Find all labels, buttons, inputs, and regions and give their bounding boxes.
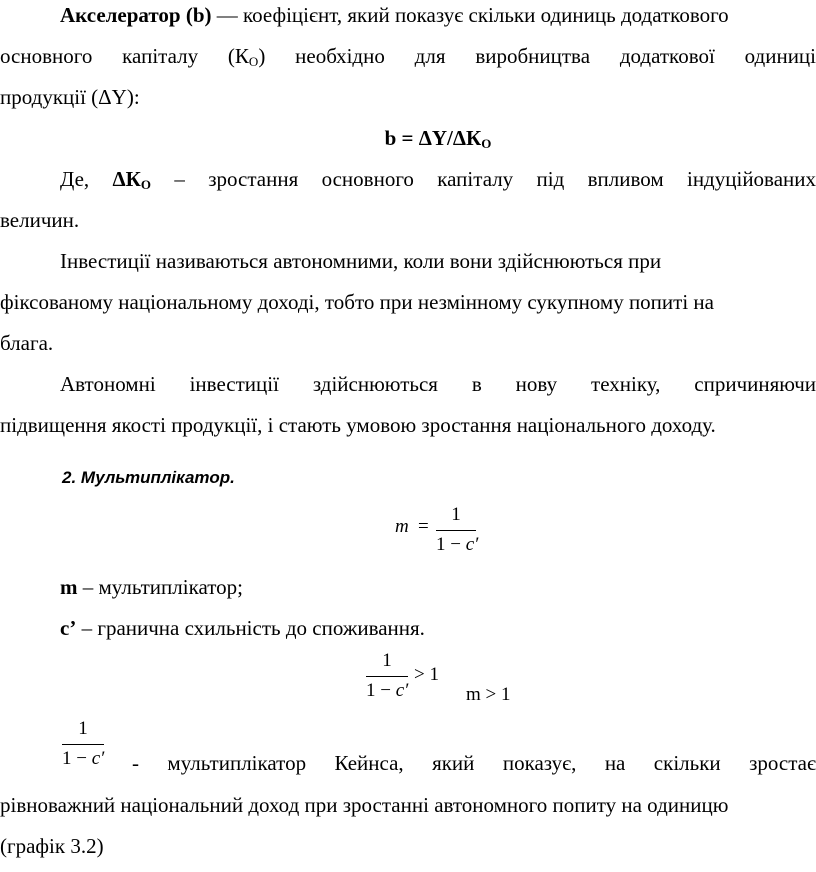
- def-m: m – мультиплікатор;: [60, 575, 243, 599]
- p4-line2: підвищення якості продукції, і стають умовою зростання національного доходу.: [0, 413, 716, 437]
- ineq-relation: > 1: [414, 664, 439, 685]
- accelerator-term: Акселератор (b): [60, 3, 212, 27]
- p1-line3: продукції (ΔY):: [0, 85, 140, 109]
- formula-b: $b = \Delta Y/\Delta К_О$: [384, 126, 492, 151]
- p3-line2: фіксованому національному доході, тобто при незмінному сукупному попиті на: [0, 290, 714, 314]
- p3-line1: Інвестиції називаються автономними, коли вони здійснюються при: [60, 249, 662, 273]
- formula-m-eq: =: [418, 516, 429, 537]
- p5-line2: рівноважний національний доход при зростанні автономного попиту на одиницю: [0, 793, 729, 817]
- p2-line1: Де, $\Delta К_О$ – зростання основного капіталу під впливом індуційованих: [60, 167, 816, 192]
- document-page: Акселератор (b) — коефіцієнт, який показує скільки одиниць додаткового основного капіталу $(К_О)$ необхідно для виробництва додаткової одиниці продукції (ΔY): $b = \Delta Y/\Delta К_О$ Де, $\Delta К_О$ – зростання основного капіталу під впливом індуційованих величин. Інвестиції називаються автономними, коли вони здійснюються при фіксованому національному доході, тобто при незмінному сукупному попиті на блага. Автономні інвестиції здійснюються в нову техніку, спричиняючи підвищення якості продукції, і стають умовою зростання національного доходу. 2. Мультиплікатор. m = 1 1 − c′ m – мультиплікатор; c’ – гранична схильність до споживання. 1 1 − c′ > 1 m > 1 1 1 − c′ - мультиплікатор Кейнса, який показує, на скільки зростає рівноважний національний доход при зростанні автономного попиту на одиницю (графік 3.2): [0, 0, 816, 872]
- p4-line1: Автономні інвестиції здійснюються в нову техніку, спричиняючи: [60, 372, 816, 396]
- p5-line3: (графік 3.2): [0, 834, 104, 858]
- ineq-second: m > 1: [466, 684, 511, 705]
- formula-m-lhs: m: [395, 516, 409, 537]
- p5-line1: - мультиплікатор Кейнса, який показує, на скільки зростає: [132, 751, 816, 775]
- delta-k-symbol: ΔК: [112, 167, 141, 191]
- def-c: c’ – гранична схильність до споживання.: [60, 616, 425, 640]
- p1-line2: основного капіталу $(К_О)$ необхідно для виробництва додаткової одиниці: [0, 44, 816, 69]
- p2-line2: величин.: [0, 208, 80, 232]
- section-heading: 2. Мультиплікатор.: [62, 468, 235, 487]
- p1-line1: Акселератор (b) — коефіцієнт, який показує скільки одиниць додаткового: [60, 3, 729, 27]
- p3-line3: блага.: [0, 331, 54, 355]
